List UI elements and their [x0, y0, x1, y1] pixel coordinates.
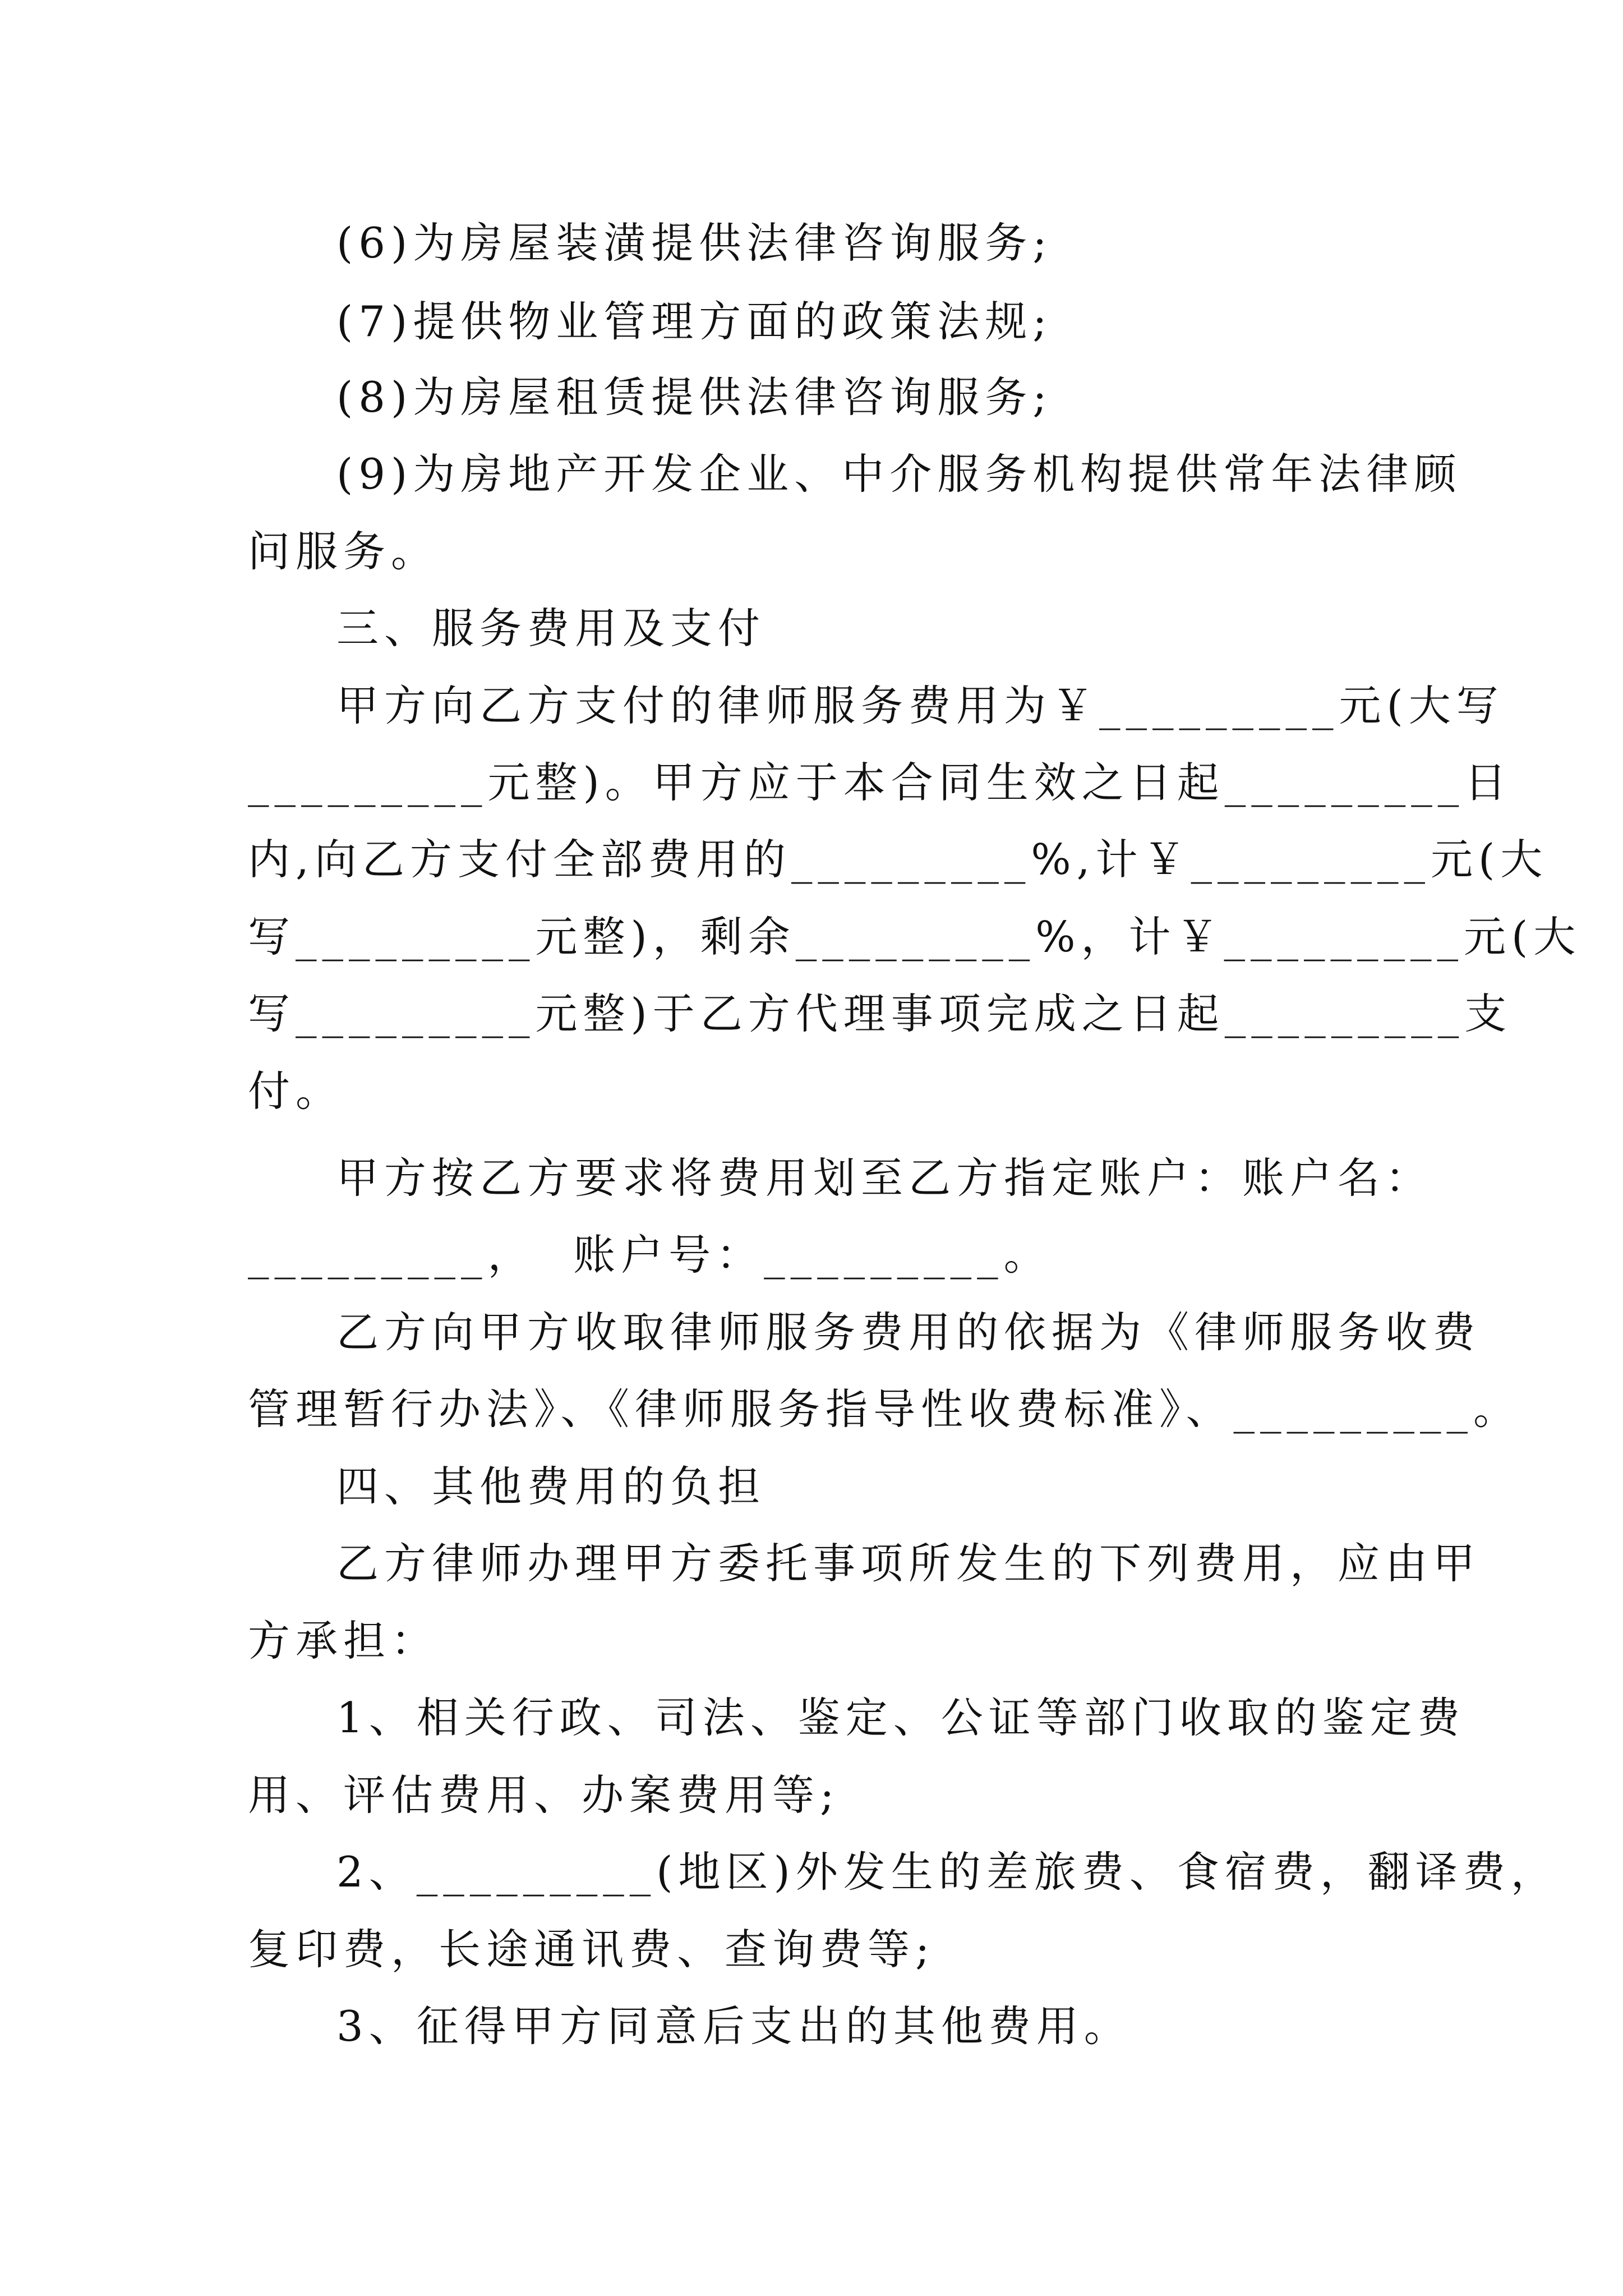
fee-paragraph-line-6: 付。	[248, 1066, 344, 1116]
fee-item-1-line-2: 用、评估费用、办案费用等;	[248, 1770, 840, 1820]
item-9-cont: 问服务。	[248, 527, 439, 576]
account-line-1: 甲方按乙方要求将费用划至乙方指定账户：账户名：	[336, 1153, 1433, 1203]
item-7: (7)提供物业管理方面的政策法规;	[336, 297, 1053, 346]
fee-item-3: 3、征得甲方同意后支出的其他费用。	[336, 2001, 1132, 2051]
fee-paragraph-line-5: 写_________元整)于乙方代理事项完成之日起_________支	[248, 989, 1513, 1038]
fee-paragraph-line-2: _________元整)。甲方应于本合同生效之日起_________日	[248, 758, 1513, 807]
basis-line-1: 乙方向甲方收取律师服务费用的依据为《律师服务收费	[336, 1308, 1481, 1357]
fee-item-2-line-2: 复印费，长途通讯费、查询费等;	[248, 1925, 935, 1974]
fee-paragraph-line-4: 写_________元整)，剩余_________%，计￥_________元(大	[248, 912, 1581, 961]
fee-paragraph-line-1: 甲方向乙方支付的律师服务费用为￥_________元(大写	[336, 681, 1504, 730]
item-9: (9)为房地产开发企业、中介服务机构提供常年法律顾	[336, 449, 1462, 499]
item-6: (6)为房屋装潢提供法律咨询服务;	[336, 218, 1053, 268]
fee-item-2-line-1: 2、_________(地区)外发生的差旅费、食宿费，翻译费，	[336, 1847, 1559, 1897]
account-line-2: _________， 账户号：_________。	[248, 1230, 1052, 1280]
basis-line-2: 管理暂行办法》、《律师服务指导性收费标准》、_________。	[248, 1384, 1521, 1434]
fee-paragraph-line-3: 内,向乙方支付全部费用的_________%,计￥_________元(大	[248, 835, 1548, 884]
other-fees-intro-2: 方承担：	[248, 1616, 439, 1665]
other-fees-intro-1: 乙方律师办理甲方委托事项所发生的下列费用，应由甲	[336, 1539, 1481, 1588]
section-heading-4: 四、其他费用的负担	[336, 1462, 766, 1511]
section-heading-3: 三、服务费用及支付	[336, 604, 766, 653]
item-8: (8)为房屋租赁提供法律咨询服务;	[336, 372, 1053, 422]
fee-item-1-line-1: 1、相关行政、司法、鉴定、公证等部门收取的鉴定费	[336, 1693, 1465, 1742]
